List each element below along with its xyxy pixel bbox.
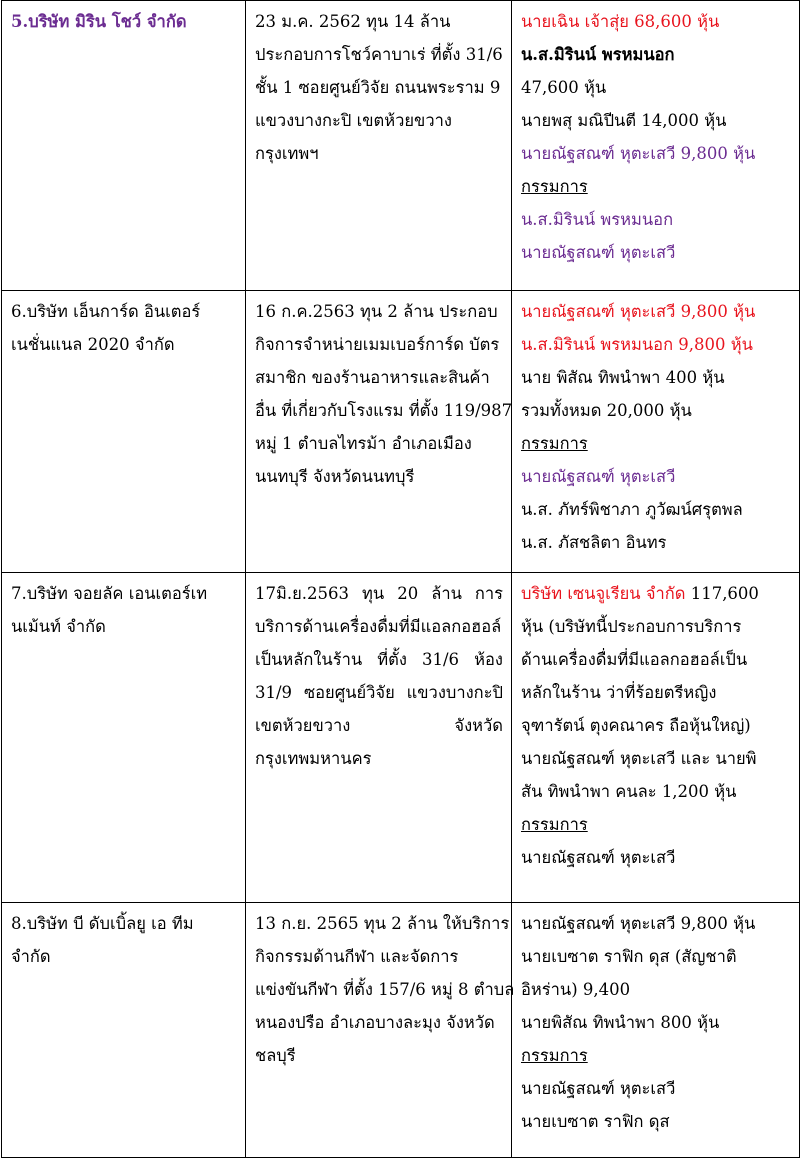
company-details-line: แขวงบางกะปิ เขตห้วยขวาง bbox=[255, 111, 452, 130]
shareholder-line bbox=[521, 940, 791, 973]
company-table bbox=[1, 0, 800, 1158]
company-details-line: ชลบุรี bbox=[255, 1046, 296, 1065]
shareholder-text: นายณัฐสณฑ์ หุตะเสวี 9,800 หุ้น bbox=[521, 144, 756, 163]
shareholder-text: หลักในร้าน ว่าที่ร้อยตรีหญิง bbox=[521, 683, 717, 702]
shareholder-text: หุ้น (บริษัทนี้ประกอบการบริการ bbox=[521, 617, 742, 636]
shareholder-text: น.ส. ภัสชลิตา อินทร bbox=[521, 533, 667, 552]
shareholder-text: น.ส.มิรินน์ พรหมนอก 9,800 หุ้น bbox=[521, 335, 753, 354]
shareholder-text: สัน ทิพนำพา คนละ 1,200 หุ้น bbox=[521, 782, 737, 801]
company-details-line: นนทบุรี จังหวัดนนทบุรี bbox=[255, 467, 415, 486]
company-details-line: 31/9 ซอยศูนย์วิจัย แขวงบางกะปิ bbox=[255, 683, 503, 702]
company-details-line: หนองปรือ อำเภอบางละมุง จังหวัด bbox=[255, 1013, 495, 1032]
company-name-line: เนชั่นแนล 2020 จำกัด bbox=[11, 335, 175, 354]
shareholder-text: นายณัฐสณฑ์ หุตะเสวี bbox=[521, 243, 676, 262]
shareholder-text: นายณัฐสณฑ์ หุตะเสวี 9,800 หุ้น bbox=[521, 302, 756, 321]
company-name-line: นเม้นท์ จำกัด bbox=[11, 617, 106, 636]
shareholder-line bbox=[521, 137, 791, 170]
shareholder-text: น.ส. ภัทร์พิชาภา ภูวัฒน์ศรุตพล bbox=[521, 500, 743, 519]
shareholder-line bbox=[521, 709, 791, 742]
shareholder-text: นายพิสัณ ทิพนำพา 800 หุ้น bbox=[521, 1013, 720, 1032]
shareholder-text: กรรมการ bbox=[521, 815, 588, 834]
shareholder-line bbox=[521, 361, 791, 394]
company-details-line: กรุงเทพฯ bbox=[255, 144, 319, 163]
shareholder-text: กรรมการ bbox=[521, 177, 588, 196]
shareholder-line bbox=[521, 295, 791, 328]
company-details-line: เขตห้วยขวาง จังหวัด bbox=[255, 716, 503, 735]
table-row bbox=[2, 903, 800, 1158]
company-name-cell bbox=[2, 291, 246, 573]
shareholder-text: นายณัฐสณฑ์ หุตะเสวี และ นายพิ bbox=[521, 749, 757, 768]
shareholder-text: นายเบซาต ราฟิก ดุส (สัญชาติ bbox=[521, 947, 737, 966]
company-details-line: อื่น ที่เกี่ยวกับโรงแรม ที่ตั้ง 119/987 bbox=[255, 401, 513, 420]
shareholder-text: นายณัฐสณฑ์ หุตะเสวี bbox=[521, 848, 676, 867]
shareholder-text: บริษัท เซนจูเรียน จำกัด bbox=[521, 584, 686, 603]
shareholder-line bbox=[521, 526, 791, 559]
company-name-line: 7.บริษัท จอยลัค เอนเตอร์เท bbox=[11, 584, 208, 603]
company-details-line: 16 ก.ค.2563 ทุน 2 ล้าน ประกอบ bbox=[255, 302, 498, 321]
shareholders-cell bbox=[512, 903, 800, 1158]
shareholder-text: จุฑารัตน์ ตุงคณาคร ถือหุ้นใหญ่) bbox=[521, 716, 751, 735]
shareholder-line bbox=[521, 460, 791, 493]
shareholder-text: นายพสุ มณิปีนตี 14,000 หุ้น bbox=[521, 111, 727, 130]
table-row bbox=[2, 291, 800, 573]
shareholder-text: กรรมการ bbox=[521, 1046, 588, 1065]
shareholder-line bbox=[521, 643, 791, 676]
shareholder-line bbox=[521, 236, 791, 269]
directors-heading bbox=[521, 170, 791, 203]
company-name-line: จำกัด bbox=[11, 947, 51, 966]
company-details-line: กรุงเทพมหานคร bbox=[255, 749, 372, 768]
company-details-line: ชั้น 1 ซอยศูนย์วิจัย ถนนพระราม 9 bbox=[255, 78, 501, 97]
shareholder-line bbox=[521, 104, 791, 137]
directors-heading bbox=[521, 808, 791, 841]
shareholder-line bbox=[521, 676, 791, 709]
company-details-line: ประกอบการโชว์คาบาเร่ ที่ตั้ง 31/6 bbox=[255, 45, 503, 64]
company-name-line: 8.บริษัท บี ดับเบิ้ลยู เอ ทีม bbox=[11, 914, 194, 933]
shareholder-line bbox=[521, 577, 791, 610]
shareholder-text: น.ส.มิรินน์ พรหมนอก bbox=[521, 210, 674, 229]
company-details-line: บริการด้านเครื่องดื่มที่มีแอลกอฮอล์ bbox=[255, 617, 502, 636]
shareholder-line bbox=[521, 394, 791, 427]
company-details-cell bbox=[246, 573, 512, 903]
company-name-cell bbox=[2, 903, 246, 1158]
shareholder-text: รวมทั้งหมด 20,000 หุ้น bbox=[521, 401, 692, 420]
shareholder-line bbox=[521, 1105, 791, 1138]
shareholder-line bbox=[521, 71, 791, 104]
shareholders-cell bbox=[512, 1, 800, 291]
shareholder-line bbox=[521, 841, 791, 874]
directors-heading bbox=[521, 1039, 791, 1072]
company-details-cell bbox=[246, 903, 515, 1158]
shareholder-line bbox=[521, 973, 791, 1006]
company-name-line: 5.บริษัท มิริน โชว์ จำกัด bbox=[11, 12, 187, 31]
shareholder-line bbox=[521, 5, 791, 38]
company-details-cell bbox=[246, 1, 512, 291]
company-details-line: 13 ก.ย. 2565 ทุน 2 ล้าน ให้บริการ bbox=[255, 914, 510, 933]
shareholder-line bbox=[521, 1072, 791, 1105]
shareholder-line bbox=[521, 328, 791, 361]
company-details-line: กิจกรรมด้านกีฬา และจัดการ bbox=[255, 947, 459, 966]
shareholder-text: นายเฉิน เจ้าสุ่ย 68,600 หุ้น bbox=[521, 12, 720, 31]
shareholder-text: นายเบซาต ราฟิก ดุส bbox=[521, 1112, 670, 1131]
table-row bbox=[2, 1, 800, 291]
shareholder-line bbox=[521, 907, 791, 940]
shareholder-line bbox=[521, 610, 791, 643]
company-details-line: หมู่ 1 ตำบลไทรม้า อำเภอเมือง bbox=[255, 434, 472, 453]
company-name-line: 6.บริษัท เอ็นการ์ด อินเตอร์ bbox=[11, 302, 201, 321]
shareholder-text: อิหร่าน) 9,400 bbox=[521, 980, 631, 999]
shareholder-share-count: 117,600 bbox=[685, 584, 759, 603]
shareholder-line bbox=[521, 775, 791, 808]
shareholders-cell bbox=[512, 291, 800, 573]
shareholder-line bbox=[521, 493, 791, 526]
shareholder-text: นายณัฐสณฑ์ หุตะเสวี bbox=[521, 1079, 676, 1098]
shareholder-text: น.ส.มิรินน์ พรหมนอก bbox=[521, 45, 675, 64]
shareholder-text: ด้านเครื่องดื่มที่มีแอลกอฮอล์เป็น bbox=[521, 650, 748, 669]
directors-heading bbox=[521, 427, 791, 460]
company-details-line: สมาชิก ของร้านอาหารและสินค้า bbox=[255, 368, 490, 387]
shareholder-text: นาย พิสัณ ทิพนำพา 400 หุ้น bbox=[521, 368, 725, 387]
table-row bbox=[2, 573, 800, 903]
shareholder-text: นายณัฐสณฑ์ หุตะเสวี 9,800 หุ้น bbox=[521, 914, 756, 933]
shareholder-line bbox=[521, 742, 791, 775]
company-details-line: แข่งขันกีฬา ที่ตั้ง 157/6 หมู่ 8 ตำบล bbox=[255, 980, 515, 999]
company-name-cell bbox=[2, 1, 246, 291]
shareholders-cell bbox=[512, 573, 800, 903]
shareholder-line bbox=[521, 1006, 791, 1039]
shareholder-line bbox=[521, 203, 791, 236]
company-details-line: 17มิ.ย.2563 ทุน 20 ล้าน การ bbox=[255, 584, 503, 603]
company-details-line: เป็นหลักในร้าน ที่ตั้ง 31/6 ห้อง bbox=[255, 650, 503, 669]
shareholder-text: กรรมการ bbox=[521, 434, 588, 453]
shareholder-line bbox=[521, 38, 791, 71]
company-name-cell bbox=[2, 573, 246, 903]
company-details-line: กิจการจำหน่ายเมมเบอร์การ์ด บัตร bbox=[255, 335, 500, 354]
shareholder-text: 47,600 หุ้น bbox=[521, 78, 607, 97]
company-details-line: 23 ม.ค. 2562 ทุน 14 ล้าน bbox=[255, 12, 451, 31]
shareholder-text: นายณัฐสณฑ์ หุตะเสวี bbox=[521, 467, 676, 486]
company-details-cell bbox=[246, 291, 512, 573]
